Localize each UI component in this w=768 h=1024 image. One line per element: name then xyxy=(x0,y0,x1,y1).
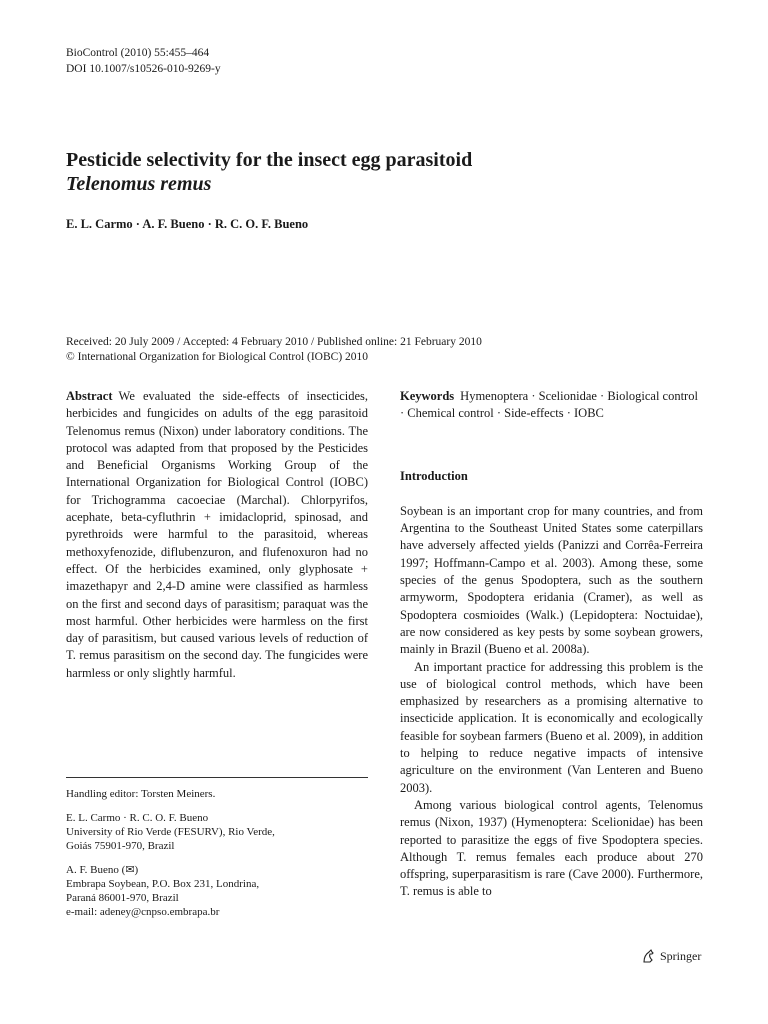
journal-header xyxy=(66,45,221,77)
abstract-label: Abstract xyxy=(66,389,113,403)
title-line-1: Pesticide selectivity for the insect egg parasitoid xyxy=(66,149,473,171)
keywords-section xyxy=(400,388,703,423)
affiliation-2 xyxy=(66,863,368,919)
abstract-section xyxy=(66,388,368,682)
journal-citation: BioControl (2010) 55:455–464 xyxy=(66,47,210,59)
keywords-label: Keywords xyxy=(400,389,455,403)
doi[interactable]: DOI 10.1007/s10526-010-9269-y xyxy=(66,63,221,75)
handling-editor: Handling editor: Torsten Meiners. xyxy=(66,788,216,800)
publication-dates xyxy=(66,335,706,365)
publisher-name: Springer xyxy=(660,948,702,963)
affiliation-1 xyxy=(66,811,368,853)
intro-paragraph-2: An important practice for addressing this problem is the use of biological control methods, which have been emphasized by researchers as a promising alternative to insecticide application. It is economically and ecologically feasible for soybean farmers (Bueno et al. 2009), in addition to helping to reduce negative impacts of intensive agriculture on the environment (Van Lenteren and Bueno 2003). xyxy=(400,659,703,795)
abstract-text: We evaluated the side-effects of insecticides, herbicides and fungicides on adults of the egg parasitoid Telenomus remus (Nixon) under laboratory conditions. The protocol was adapted from that proposed by the Pesticides and Beneficial Organisms Working Group of the International Organization for Biological Control (IOBC) for Trichogramma cacoeciae (Marchal). Chlorpyrifos, acephate, beta-cyfluthrin + imidacloprid, spinosad, and pyrethroids were harmful to the parasitoid, whereas methoxyfenozide, diflubenzuron, and flufenoxuron had no effect. Of the herbicides examined, only glyphosate + imazethapyr and 2,4-D amine were classified as harmless on the first and second days of parasitism; paraquat was the most harmful. Other herbicides were harmless on the first day of parasitism, but caused various levels of reduction of T. remus parasitism on the second day. The fungicides were harmless or only slightly harmful. xyxy=(66,389,368,680)
intro-paragraph-3: Among various biological control agents, Telenomus remus (Nixon, 1937) (Hymenoptera: Scelionidae) has been reported to parasitize the eggs of five Spodoptera species. Although T. remus females each produce about 270 offspring, superparasitism is rare (Cave 2000). Furthermore, T. remus is able to xyxy=(400,797,703,899)
contact-email[interactable]: e-mail: adeney@cnpso.embrapa.br xyxy=(66,906,220,918)
author-list: E. L. Carmo · A. F. Bueno · R. C. O. F. Bueno xyxy=(66,217,309,231)
affiliation-1-names: E. L. Carmo · R. C. O. F. Bueno xyxy=(66,812,209,824)
article-title xyxy=(66,148,706,196)
introduction-heading: Introduction xyxy=(400,468,468,483)
title-line-2: Telenomus remus xyxy=(66,173,212,195)
publication-history: Received: 20 July 2009 / Accepted: 4 February 2010 / Published online: 21 February 2010 xyxy=(66,336,482,348)
copyright-notice: © International Organization for Biological Control (IOBC) 2010 xyxy=(66,351,369,363)
affiliation-2-name: A. F. Bueno (✉) xyxy=(66,864,139,876)
publisher-mark xyxy=(640,948,701,964)
intro-paragraph-1: Soybean is an important crop for many countries, and from Argentina to the Southeast United States some caterpillars have adversely affected yields (Panizzi and Corrêa-Ferreira 1997; Hoffmann-Campo et al. 2003). Among these, some species of the genus Spodoptera, such as the southern armyworm, Spodoptera eridania (Cramer), as well as Spodoptera cosmioides (Walk.) (Lepidoptera: Noctuidae), are now considered as key pests by some soybean growers, mainly in Brazil (Bueno et al. 2008a). xyxy=(400,503,703,657)
affiliation-1-line-1: University of Rio Verde (FESURV), Rio Verde, xyxy=(66,826,275,838)
right-column xyxy=(400,388,703,901)
affiliation-2-line-2: Paraná 86001-970, Brazil xyxy=(66,892,179,904)
affiliation-2-line-1: Embrapa Soybean, P.O. Box 231, Londrina, xyxy=(66,878,260,890)
affiliation-1-line-2: Goiás 75901-970, Brazil xyxy=(66,840,175,852)
keywords-text: Hymenoptera · Scelionidae · Biological control · Chemical control · Side-effects · IOBC xyxy=(400,389,698,421)
introduction-body xyxy=(400,503,703,901)
footnotes xyxy=(66,777,368,929)
springer-horse-icon xyxy=(640,948,656,964)
